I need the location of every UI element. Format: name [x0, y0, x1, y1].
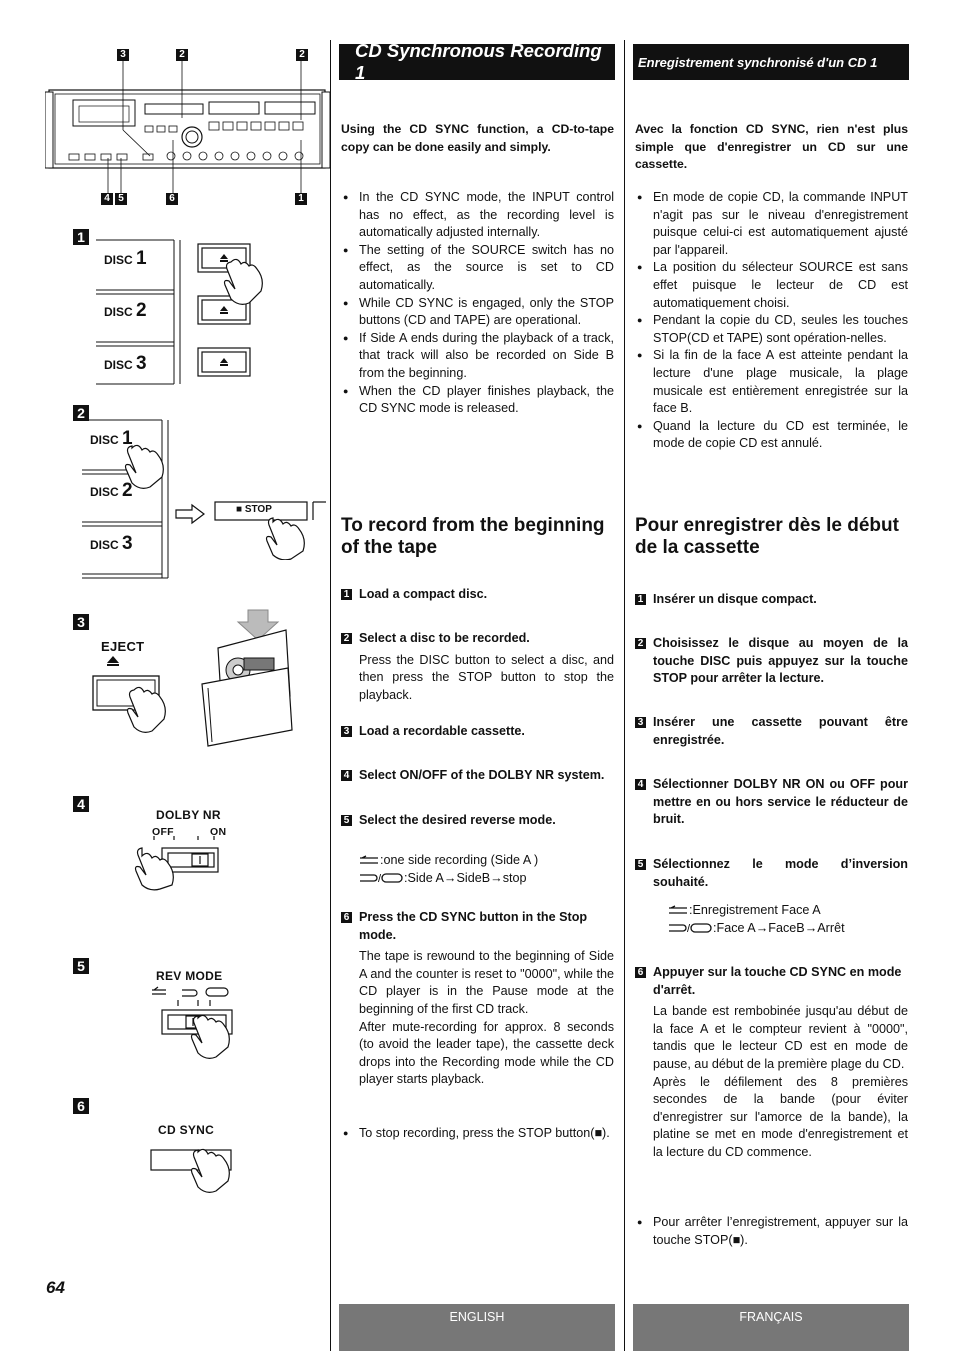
mode-line [635, 902, 908, 920]
step-title: Load a recordable cassette. [359, 724, 525, 738]
english-step-1 [341, 586, 614, 604]
cd-sync-label: CD SYNC [158, 1123, 215, 1137]
step-6-badge: 6 [73, 1098, 89, 1114]
one-side-mode-icon [358, 855, 380, 867]
disc-2-label-step2 [90, 480, 133, 502]
step-title: Sélectionner DOLBY NR ON ou OFF pour mettre en ou hors service le réducteur de bruit. [653, 777, 908, 827]
one-side-mode-icon [667, 905, 689, 917]
french-step-6 [635, 964, 908, 1162]
rev-mode-switch-drawing [148, 984, 248, 1059]
dolby-switch-drawing [134, 836, 234, 896]
list-item: ● When the CD player finishes playback, the CD SYNC mode is released. [341, 383, 614, 418]
disc-number: 2 [136, 300, 147, 321]
mode-text: :Enregistrement Face A [689, 903, 821, 917]
step-title: Appuyer sur la touche CD SYNC en mode d'arrêt. [653, 965, 902, 997]
french-step-4 [635, 776, 908, 829]
step-number: 2 [341, 633, 352, 644]
step-number: 3 [635, 717, 646, 728]
french-intro: Avec la fonction CD SYNC, rien n'est plus simple que d'enregistrer un CD sur une cassette. [635, 122, 908, 172]
list-item: ● La position du sélecteur SOURCE est sans effet puisque le lecteur de CD est automatiquement choisi. [635, 259, 908, 312]
step-title: Sélectionnez le mode d’inversion souhaité. [653, 857, 908, 889]
list-item: ● Quand la lecture du CD est terminée, le mode de copie CD est annulé. [635, 418, 908, 453]
step-number: 2 [635, 638, 646, 649]
callout-3-top: 3 [117, 49, 129, 61]
footer-tab-english: ENGLISH [339, 1304, 615, 1351]
eject-buttons-drawing [195, 240, 275, 385]
list-item: ● Pour arrêter l’enregistrement, appuyer sur la touche STOP(■). [635, 1214, 908, 1249]
step-number: 1 [635, 594, 646, 605]
cd-sync-button-drawing [148, 1140, 248, 1195]
two-side-mode-icon [358, 872, 404, 884]
step-5-badge: 5 [73, 958, 89, 974]
callout-1-bottom: 1 [295, 193, 307, 205]
list-item: ● In the CD SYNC mode, the INPUT control has no effect, as the recording level is automatically adjusted internally. [341, 189, 614, 242]
deck-front-panel-drawing [45, 60, 330, 195]
callout-4-bottom: 4 [101, 193, 113, 205]
disc-number: 1 [122, 428, 133, 449]
disc-2-label [104, 300, 147, 322]
page-number: 64 [46, 1278, 65, 1297]
mode-text: :Side A→SideB→stop [404, 870, 527, 885]
step-title: Press the CD SYNC button in the Stop mode. [359, 910, 588, 942]
step-4-badge: 4 [73, 796, 89, 812]
disc-word: DISC [104, 253, 133, 267]
list-item: ● En mode de copie CD, la commande INPUT n'agit pas sur le niveau d'enregistrement puisque celui-ci est automatiquement ajusté par l'appareil. [635, 189, 908, 259]
disc-number: 3 [122, 533, 133, 554]
step-number: 5 [341, 815, 352, 826]
english-section-title: To record from the beginning of the tape [341, 515, 605, 558]
step-1-badge: 1 [73, 229, 89, 245]
disc-number: 2 [122, 480, 133, 501]
callout-2-top-right: 2 [296, 49, 308, 61]
french-step-2 [635, 635, 908, 688]
step-body: Press the DISC button to select a disc, and then press the STOP button to stop the playback. [359, 652, 614, 702]
disc-word: DISC [104, 305, 133, 319]
list-item: ● While CD SYNC is engaged, only the STOP buttons (CD and TAPE) are operational. [341, 295, 614, 330]
english-step-6 [341, 909, 614, 1089]
mode-text: :Face A→FaceB→Arrêt [713, 920, 845, 935]
english-bullet-list [341, 189, 614, 418]
english-step-2 [341, 630, 614, 704]
column-divider-right [624, 40, 625, 1351]
disc-1-label-step2 [90, 428, 133, 450]
french-reverse-modes [635, 902, 908, 937]
french-step-1 [635, 591, 908, 609]
rev-mode-label: REV MODE [156, 969, 223, 983]
eject-button-drawing [90, 652, 180, 737]
callout-2-top: 2 [176, 49, 188, 61]
english-step-3 [341, 723, 614, 741]
step-number: 3 [341, 726, 352, 737]
callout-6-bottom: 6 [166, 193, 178, 205]
step-title: Select ON/OFF of the DOLBY NR system. [359, 768, 605, 782]
step-number: 6 [341, 912, 352, 923]
disc-number: 1 [136, 248, 147, 269]
step-number: 4 [635, 779, 646, 790]
disc-word: DISC [90, 538, 119, 552]
step-body: The tape is rewound to the beginning of Side A and the counter is reset to "0000", while the CD player is in the Pause mode at the beginning of the first CD track. After mute-recording for approx. 8 seconds (to avoid the leader tape), the cassette deck drops into the Recording mode while the CD player starts playback. [359, 949, 614, 1087]
column-divider-left [330, 40, 331, 1351]
step-2-badge: 2 [73, 405, 89, 421]
french-stop-note [635, 1214, 908, 1249]
english-step-5 [341, 812, 614, 830]
two-side-mode-icon [667, 922, 713, 934]
callout-5-bottom: 5 [115, 193, 127, 205]
dolby-on-label: ON [210, 826, 227, 838]
step-title: Load a compact disc. [359, 587, 488, 601]
eject-label: EJECT [101, 639, 145, 654]
english-step-4 [341, 767, 614, 785]
disc-1-label [104, 248, 147, 270]
step-title: Select a disc to be recorded. [359, 631, 530, 645]
french-bullet-list [635, 189, 908, 453]
french-title-bar [633, 44, 909, 80]
step-number: 4 [341, 770, 352, 781]
step-number: 5 [635, 859, 646, 870]
mode-line [341, 852, 614, 870]
stop-button-label: ■ STOP [236, 504, 272, 515]
mode-line [341, 870, 614, 888]
disc-word: DISC [90, 485, 119, 499]
mode-text: :one side recording (Side A ) [380, 853, 539, 867]
disc-3-label-step2 [90, 533, 133, 555]
step-3-badge: 3 [73, 614, 89, 630]
svg-text:/: / [687, 923, 691, 935]
disc-word: DISC [104, 358, 133, 372]
french-step-3 [635, 714, 908, 749]
list-item: ● To stop recording, press the STOP button(■). [341, 1125, 614, 1143]
disc-number: 3 [136, 353, 147, 374]
french-step-5 [635, 856, 908, 891]
step-number: 6 [635, 967, 646, 978]
disc-word: DISC [90, 433, 119, 447]
step-title: Insérer une cassette pouvant être enregistrée. [653, 715, 908, 747]
disc-3-label [104, 353, 147, 375]
step-number: 1 [341, 589, 352, 600]
english-title-bar [339, 40, 615, 83]
list-item: ● If Side A ends during the playback of a track, that track will also be recorded on Side B from the beginning. [341, 330, 614, 383]
list-item: ● The setting of the SOURCE switch has no effect, as the source is set to CD automatically. [341, 242, 614, 295]
step-title: Select the desired reverse mode. [359, 813, 556, 827]
english-reverse-modes [341, 852, 614, 887]
mode-line [635, 920, 908, 938]
english-intro: Using the CD SYNC function, a CD-to-tape copy can be done easily and simply. [341, 122, 614, 154]
cassette-insert-drawing [198, 608, 298, 748]
dolby-off-label: OFF [152, 826, 174, 838]
french-section-title: Pour enregistrer dès le début de la cassette [635, 515, 899, 558]
english-title: CD Synchronous Recording 1 [355, 40, 602, 83]
list-item: ● Si la fin de la face A est atteinte pendant la lecture d'une plage musicale, la plage musicale est entièrement enregistrée sur la face B. [635, 347, 908, 417]
arrow-to-stop-icon [174, 503, 206, 525]
footer-tab-french: FRANÇAIS [633, 1304, 909, 1351]
step-title: Choisissez le disque au moyen de la touche DISC puis appuyez sur la touche STOP pour arrêter la lecture. [653, 636, 908, 686]
step-title: Insérer un disque compact. [653, 592, 817, 606]
list-item: ● Pendant la copie du CD, seules les touches STOP(CD et TAPE) sont opération-nelles. [635, 312, 908, 347]
french-title: Enregistrement synchronisé d'un CD 1 [638, 54, 878, 70]
english-stop-note [341, 1125, 614, 1143]
dolby-nr-label: DOLBY NR [156, 808, 221, 822]
svg-text:/: / [378, 873, 382, 885]
step-body: La bande est rembobinée jusqu'au début de la face A et le compteur revient à "0000", tandis que le lecteur CD est en mode de pause, au début de la première plage du CD. Après le défilement des 8 premières secondes de la bande (pour éviter d'enregistrer sur l'amorce de la bande), la platine se met en mode d'enregistrement et la lecture du CD commence. [653, 1004, 908, 1159]
